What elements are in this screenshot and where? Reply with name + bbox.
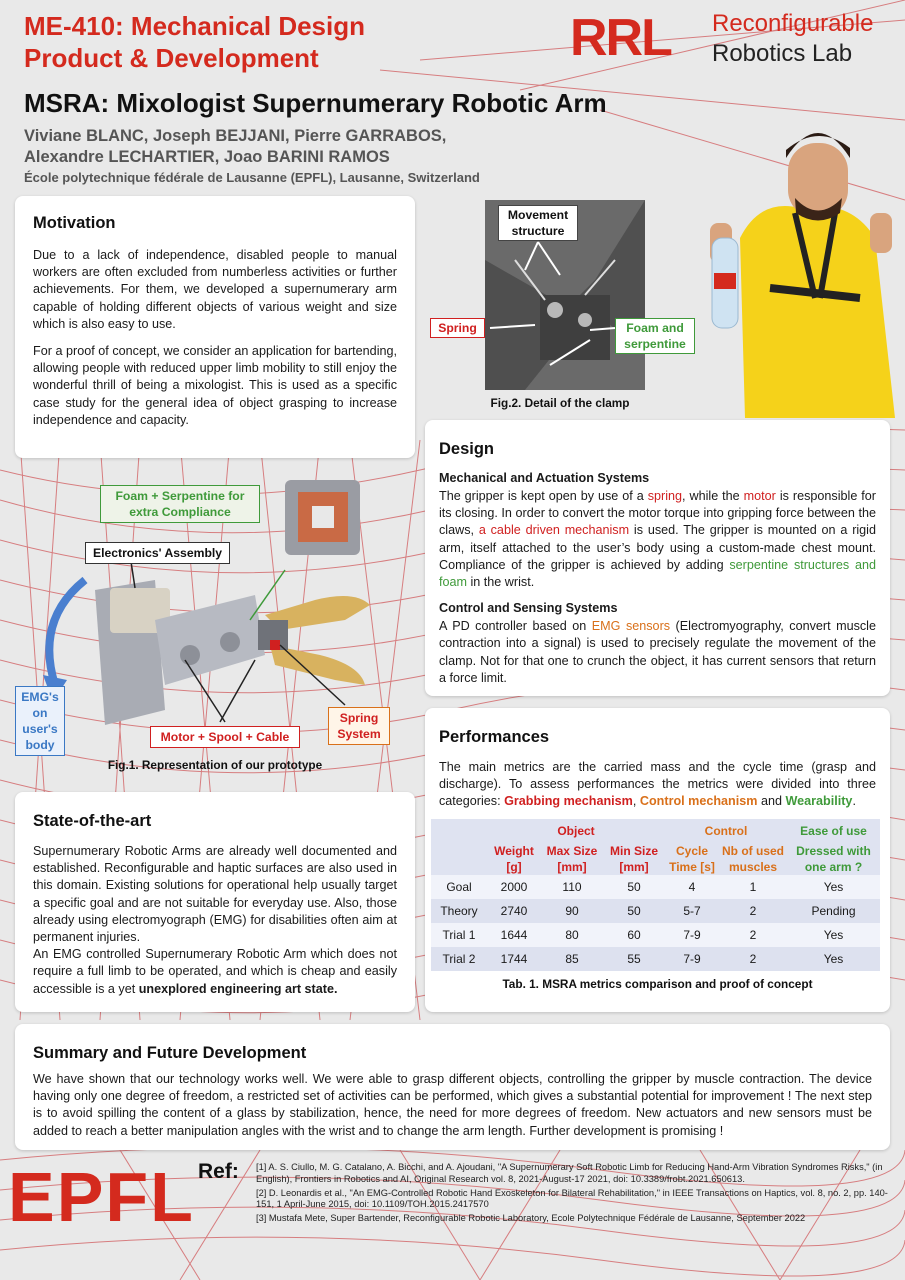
lab-name-line2: Robotics Lab [712,40,853,67]
cell: 60 [603,923,665,947]
mech-text-3: is responsible for its closing. In order to convert the motor torque into gripping force between the claws, [439,489,877,538]
person-photo [700,88,905,418]
perf-cat-wearability: Wearability [785,794,853,809]
group-ease-of-use: Ease of use [787,819,880,843]
table-row [431,923,880,947]
fig1-caption: Fig.1. Representation of our prototype [107,758,323,772]
fig2-foam-label: Foam and serpentine [615,318,695,354]
metrics-table [431,819,880,971]
perf-cat-control: Control mechanism [639,794,758,809]
table-caption: Tab. 1. MSRA metrics comparison and proof of concept [502,976,813,991]
cell: 2 [719,947,787,971]
reference-3: [3] Mustafa Mete, Super Bartender, Reconfigurable Robotic Laboratory, Ecole Polytechnique Fédérale de Lausanne, September 2022 [256,1213,806,1224]
col-dressed: Dressed with one arm ? [787,843,880,875]
cell: Yes [787,923,880,947]
summary-paragraph: We have shown that our technology works well. We were able to grasp different objects, controlling the gripper by muscle contraction. The device having only one degree of freedom, a restricted set of activities can be performed, which gives a substantial potential for improvement ! The next step is to avoid spilling the content of a glass by stabilization, hence, the need for more degrees of freedom. New actuators and new sensors must be added to reach a better manipulation angles with the wrist and to change the arm length. Further development is promising ! [33,1072,872,1138]
summary-panel [15,1024,890,1150]
col-min-size: Min Size [mm] [603,843,665,875]
cell: 7-9 [665,923,719,947]
design-heading: Design [439,440,495,458]
cell: Yes [787,875,880,899]
sota-paragraph-1: Supernumerary Robotic Arms are already well documented and established. Reconfigurable and haptic surfaces are also used in this domain. Existing solutions for operational help usually target a specific goal and are not suitable for everyday use. Also, those already using electromyograph (EMG) for disabilities often aim at permanent injuries. [33,844,397,945]
cell: Theory [431,899,487,923]
lab-name-line1: Reconfigurable [712,10,874,37]
ctrl-text-2: (Electromyography, convert muscle contraction into a signal) is used to precisely regulate the movement of the clamp. Not for that one to crunch the object, it has current sensors that return a force limit. [439,619,876,685]
design-panel [425,420,890,696]
fig2-arrows [430,200,700,415]
control-subheading: Control and Sensing Systems [439,601,618,616]
fig2-area [430,200,686,415]
reference-2: [2] D. Leonardis et al., "An EMG-Controlled Robotic Hand Exoskeleton for Bilateral Rehabilitation," in IEEE Transactions on Haptics, vol. 8, no. 2, pp. 140-151, 1 April-June 2015, doi: 10.1109/TOH.2015.2417570 [256,1187,888,1210]
state-of-the-art-panel [15,792,415,1012]
lab-name [712,9,873,69]
performances-intro [439,759,876,811]
fig1-area [15,470,415,780]
fig1-electronics-label: Electronics' Assembly [85,542,230,564]
cell: Yes [787,947,880,971]
perf-and: and [757,794,786,809]
sota-paragraph-2 [33,946,397,998]
mech-text-5: in the wrist. [467,575,535,590]
course-title-line2: Product & Development [24,43,319,73]
perf-end: . [852,794,856,809]
motivation-paragraph-1: Due to a lack of independence, disabled people to manual workers are often excluded from numberless activities or further achievements. For them, we developed a supernumerary arm capable of holding different objects of various weight and size which is also easy to use. [33,248,397,331]
cell: Pending [787,899,880,923]
fig1-spring-label: Spring System [328,707,390,745]
fig1-motor-label: Motor + Spool + Cable [150,726,300,748]
table-row [431,899,880,923]
cell: Trial 2 [431,947,487,971]
cell: 5-7 [665,899,719,923]
fig2-movement-label: Movement structure [498,205,578,241]
performances-heading: Performances [439,728,550,746]
rrl-logo [570,10,671,66]
mech-text-1: The gripper is kept open by use of a [439,489,648,503]
cell: 50 [603,875,665,899]
cell: Trial 1 [431,923,487,947]
motivation-paragraph-2: For a proof of concept, we consider an application for bartending, allowing people with reduced upper limb mobility to still enjoy the wonderful thrill of being a mixologist. This is used as a specific case study for the general idea of object grasping to increase independence and capacity. [33,344,397,427]
control-paragraph [439,618,876,687]
cell: 80 [541,923,603,947]
mech-spring-highlight: spring [647,489,683,503]
sota-text: An EMG controlled Supernumerary Robotic Arm which does not require a full limb to be operated, and which is cheap and easily accessible is a yet [33,947,397,996]
table-corner-2 [431,843,487,875]
course-title [24,10,365,74]
perf-intro-text: The main metrics are the carried mass and the cycle time (grasp and discharge). To assess performances the metrics were divided into three categories: [439,760,876,809]
cell: 110 [541,875,603,899]
cell: 2000 [487,875,541,899]
cell: 1 [719,875,787,899]
mech-text-4: is used. The gripper is mounted on a rigid arm, itself attached to the user’s body using a custom-made chest mount. Compliance of the gripper is achieved by adding [439,523,876,572]
epfl-logo: EPFL [8,1158,195,1236]
cell: 1644 [487,923,541,947]
summary-heading: Summary and Future Development [33,1044,307,1062]
rrl-logo-text: RRL [570,9,671,67]
cell: Goal [431,875,487,899]
ctrl-text-1: A PD controller based on [439,619,592,634]
perf-sep: , [632,794,640,809]
poster-title: MSRA: Mixologist Supernumerary Robotic Arm [24,88,607,118]
table-corner [431,819,487,843]
mech-serpentine-highlight: serpentine structures and foam [439,557,876,590]
fig1-emg-label: EMG's on user's body [15,686,65,756]
ctrl-emg-highlight: EMG sensors [591,619,671,634]
table-row [431,947,880,971]
authors-line1: Viviane BLANC, Joseph BEJJANI, Pierre GARRABOS, [24,127,447,145]
mechanical-subheading: Mechanical and Actuation Systems [439,471,650,485]
cell: 1744 [487,947,541,971]
mechanical-paragraph [439,488,876,591]
table-row [431,875,880,899]
cell: 55 [603,947,665,971]
cell: 2740 [487,899,541,923]
cell: 7-9 [665,947,719,971]
col-max-size: Max Size [mm] [541,843,603,875]
mech-text-2: , while the [682,489,744,503]
sota-bold-text: unexplored engineering art state. [138,981,338,996]
group-control: Control [665,819,787,843]
perf-cat-grabbing: Grabbing mechanism [504,794,633,809]
course-title-line1: ME-410: Mechanical Design [24,11,365,41]
reference-1: [1] A. S. Ciullo, M. G. Catalano, A. Bicchi, and A. Ajoudani, "A Supernumerary Soft Robotic Limb for Reducing Hand-Arm Vibration Syndromes Risks," (in English), Frontiers in Robotics and AI, Original Research vol. 8, 2021-August-17 2021, doi: 10.3389/frobt.2021.650613. [256,1162,883,1184]
motivation-panel [15,196,415,458]
fig1-foam-label: Foam + Serpentine for extra Compliance [100,485,260,523]
references-list [256,1162,896,1225]
authors-line2: Alexandre LECHARTIER, Joao BARINI RAMOS [24,148,390,166]
col-muscles: Nb of used muscles [719,843,787,875]
cell: 85 [541,947,603,971]
motivation-heading: Motivation [33,214,116,232]
fig2-caption: Fig.2. Detail of the clamp [490,396,630,410]
affiliation: École polytechnique fédérale de Lausanne (EPFL), Lausanne, Switzerland [24,170,480,185]
cell: 90 [541,899,603,923]
cell: 50 [603,899,665,923]
mech-motor-highlight: motor [743,489,776,503]
authors-block [24,126,480,188]
performances-panel [425,708,890,1012]
sota-heading: State-of-the-art [33,812,152,830]
group-object: Object [487,819,665,843]
cell: 4 [665,875,719,899]
references-label: Ref: [198,1160,239,1183]
fig2-spring-label: Spring [430,318,485,338]
col-weight: Weight [g] [487,843,541,875]
cell: 2 [719,923,787,947]
mech-cable-highlight: a cable driven mechanism [478,523,630,538]
col-cycle-time: Cycle Time [s] [665,843,719,875]
cell: 2 [719,899,787,923]
